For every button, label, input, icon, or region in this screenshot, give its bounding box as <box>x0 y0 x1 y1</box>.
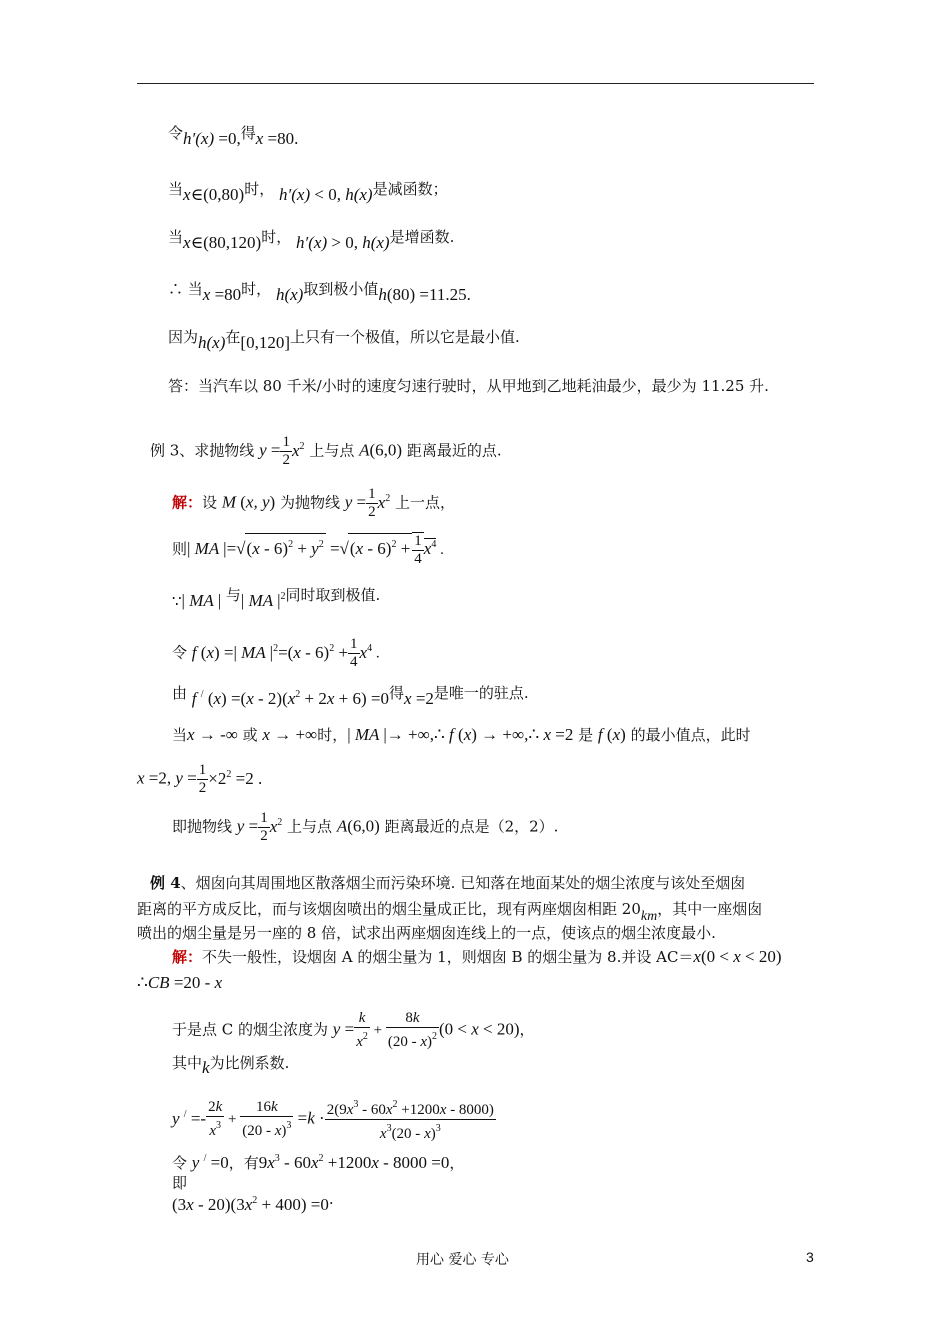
ex4-solution-line-5: y / =- $\frac{2k}{x^3}$ + $\frac{16k}{(20 - x)^3}$ =k · $\frac{2(9x^3 - 60x^2 +1200x - 8000)}{x^3(20 - x)^3}$ <box>172 1099 494 1142</box>
ex4-solution-line-1: 解：不失一般性，设烟囱 A 的烟尘量为 1，则烟囱 B 的烟尘量为 8.并设 AC＝x(0 < x < 20) <box>172 947 782 966</box>
line-3: 当x∈(80,120)时， h′(x) > 0, h(x)是增函数. <box>168 228 455 252</box>
line-1: 令h′(x) =0,得x =80. <box>168 124 299 148</box>
solution-line-2: 则| MA $|=√(x - 6)^2 + y^2 =√(x - 6)^2$ + $\frac{1}{4}$ $x^4$ . <box>172 533 444 567</box>
example-4-line-1: 例 4、烟囱向其周围地区散落烟尘而污染环境. 已知落在地面某处的烟尘浓度与该处至烟囱 <box>150 874 746 892</box>
example-4-line-2: 距离的平方成反比，而与该烟囱喷出的烟尘量成正比，现有两座烟囱相距 20km，其中一座烟囱 <box>137 900 763 924</box>
solution-line-3: ∵| MA | 与| MA $|^2$同时取到极值. <box>172 586 381 610</box>
math-expr: h′(x) =0, <box>183 129 241 148</box>
solution-line-8: 即抛物线 y = $\frac{1}{2}$ $x^2$ 上与点 A(6,0) 距离最近的点是（2，2）. <box>172 810 559 844</box>
line-2: 当x∈(0,80)时， h′(x) < 0, h(x)是减函数； <box>168 180 448 204</box>
ex4-solution-line-7: 即 <box>172 1174 188 1192</box>
math-expr: x =80. <box>255 129 299 148</box>
line-4: ∴ 当x =80时， h(x)取到极小值h(80) =11.25. <box>168 280 471 304</box>
solution-line-4: 令 f (x) =| MA $|^2=(x - 6)^2$ + $\frac{1}{4}$ $x^4$ . <box>172 636 380 670</box>
ex4-solution-line-2: ∴CB =20 - x <box>137 973 223 992</box>
solution-line-7: x =2, y = $\frac{1}{2}$ $\times 2^2 =2$ . <box>137 762 263 796</box>
answer-line: 答：当汽车以 80 千米/小时的速度匀速行驶时，从甲地到乙地耗油最少，最少为 11.25 升. <box>168 377 769 395</box>
ex4-solution-line-3: 于是点 C 的烟尘浓度为 y = $\frac{k}{x^2}$ + $\frac{8k}{(20 - x)^2}$ (0 < x < 20)， <box>172 1010 535 1050</box>
footer-text: 用心 爱心 专心 <box>416 1252 509 1268</box>
solution-line-6: 当x → -∞ 或 x → +∞时，| MA |→ +∞,∴ f (x) → +∞,∴ x =2 是 f (x) 的最小值点，此时 <box>172 725 751 744</box>
line-5: 因为h(x)在[0,120]上只有一个极值，所以它是最小值. <box>168 328 520 352</box>
header-rule <box>137 83 814 84</box>
example-4-line-3: 喷出的烟尘量是另一座的 8 倍，试求出两座烟囱连线上的一点，使该点的烟尘浓度最小. <box>137 924 716 942</box>
solution-line-5: 由 f / $(x) =(x - 2)(x^2 + 2x + 6) =0$得x =2是唯一的驻点. <box>172 684 529 708</box>
page-number: 3 <box>806 1249 814 1265</box>
ex4-solution-line-6: 令 y / =0，有$9x^3 - 60x^2 +1200x - 8000 =0$， <box>172 1153 465 1172</box>
example-3-title: 例 3、求抛物线 y = $\frac{1}{2}$ $x^2$ 上与点 A(6,0) 距离最近的点. <box>150 434 502 468</box>
ex4-solution-line-4: 其中k为比例系数. <box>172 1054 290 1077</box>
ex4-solution-line-8: $(3x - 20)(3x^2 + 400) =0$. <box>172 1190 334 1214</box>
solution-line-1: 解：设 M (x, y) 为抛物线 y = $\frac{1}{2}$ $x^2$ 上一点， <box>172 486 455 520</box>
